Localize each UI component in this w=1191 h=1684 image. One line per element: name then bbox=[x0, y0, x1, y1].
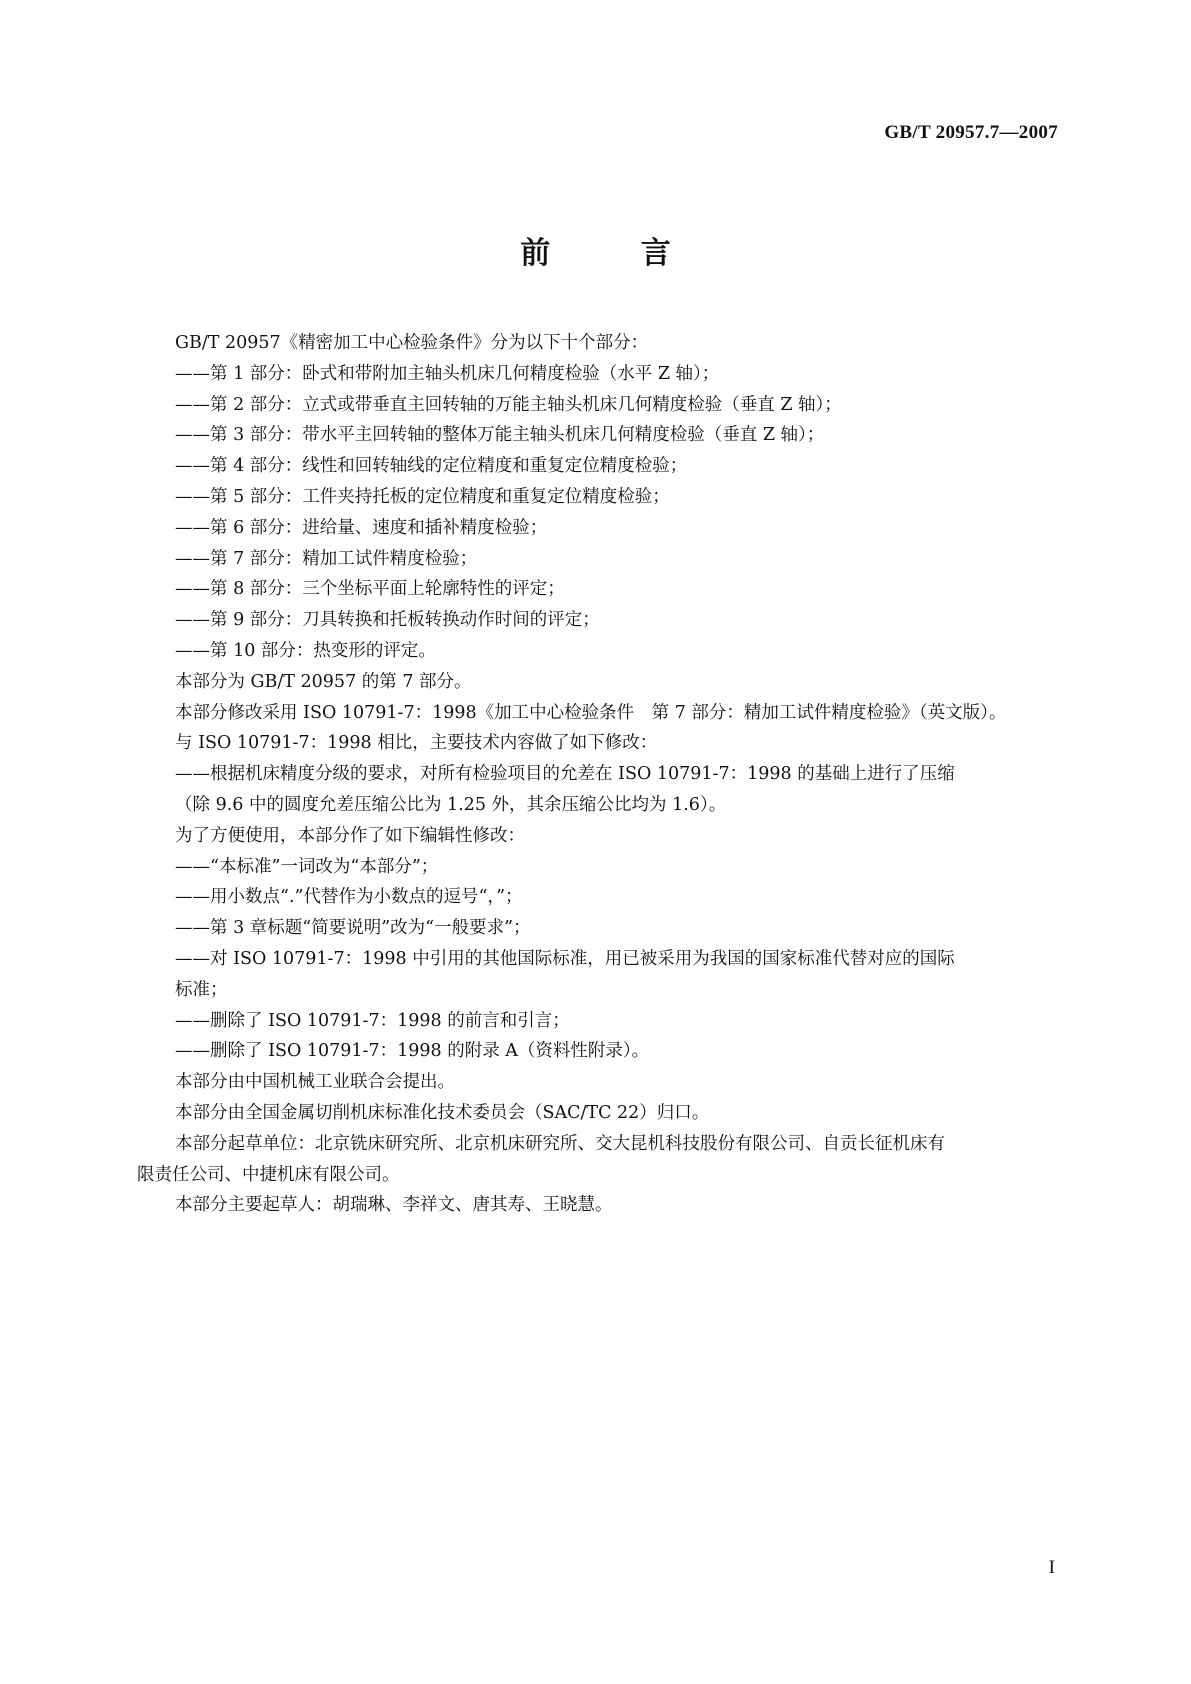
paragraph-drafting-units-cont: 限责任公司、中捷机床有限公司。 bbox=[137, 1164, 400, 1185]
list-item-part-1: ——第 1 部分：卧式和带附加主轴头机床几何精度检验（水平 Z 轴）； bbox=[175, 363, 720, 384]
list-item-part-8: ——第 8 部分：三个坐标平面上轮廓特性的评定； bbox=[175, 579, 565, 600]
list-item-part-5: ——第 5 部分：工件夹持托板的定位精度和重复定位精度检验； bbox=[175, 486, 670, 507]
list-item-editorial-4-cont: 标准； bbox=[175, 979, 228, 1000]
list-item-part-3: ——第 3 部分：带水平主回转轴的整体万能主轴头机床几何精度检验（垂直 Z 轴）； bbox=[175, 425, 825, 446]
paragraph-drafters: 本部分主要起草人：胡瑞琳、李祥文、唐其寿、王晓慧。 bbox=[175, 1195, 613, 1216]
paragraph-this-part: 本部分为 GB/T 20957 的第 7 部分。 bbox=[175, 671, 472, 692]
list-item-part-7: ——第 7 部分：精加工试件精度检验； bbox=[175, 548, 478, 569]
list-item-technical-change: ——根据机床精度分级的要求，对所有检验项目的允差在 ISO 10791-7：1998 的基础上进行了压缩 bbox=[175, 764, 955, 785]
list-item-part-2: ——第 2 部分：立式或带垂直主回转轴的万能主轴头机床几何精度检验（垂直 Z 轴）； bbox=[175, 394, 842, 415]
list-item-part-10: ——第 10 部分：热变形的评定。 bbox=[175, 640, 436, 661]
list-item-editorial-4: ——对 ISO 10791-7：1998 中引用的其他国际标准，用已被采用为我国的国家标准代替对应的国际 bbox=[175, 948, 955, 969]
paragraph-proposer: 本部分由中国机械工业联合会提出。 bbox=[175, 1072, 455, 1093]
page-number: I bbox=[1048, 1557, 1055, 1578]
paragraph-drafting-units: 本部分起草单位：北京铣床研究所、北京机床研究所、交大昆机科技股份有限公司、自贡长征机床有 bbox=[175, 1133, 945, 1154]
list-item-part-9: ——第 9 部分：刀具转换和托板转换动作时间的评定； bbox=[175, 610, 600, 631]
paragraph-technical-changes: 与 ISO 10791-7：1998 相比，主要技术内容做了如下修改： bbox=[175, 733, 658, 754]
list-item-technical-change-cont: （除 9.6 中的圆度允差压缩公比为 1.25 外，其余压缩公比均为 1.6）。 bbox=[175, 794, 727, 815]
paragraph-centralized: 本部分由全国金属切削机床标准化技术委员会（SAC/TC 22）归口。 bbox=[175, 1102, 710, 1123]
page-title: 前 言 bbox=[520, 236, 711, 271]
list-item-editorial-6: ——删除了 ISO 10791-7：1998 的附录 A（资料性附录）。 bbox=[175, 1041, 650, 1062]
list-item-editorial-1: ——“本标准”一词改为“本部分”； bbox=[175, 856, 439, 877]
list-item-editorial-3: ——第 3 章标题“简要说明”改为“一般要求”； bbox=[175, 918, 531, 939]
paragraph-adoption: 本部分修改采用 ISO 10791-7：1998《加工中心检验条件 第 7 部分：精加工试件精度检验》（英文版）。 bbox=[175, 702, 1007, 723]
list-item-part-6: ——第 6 部分：进给量、速度和插补精度检验； bbox=[175, 517, 548, 538]
paragraph-editorial-changes: 为了方便使用，本部分作了如下编辑性修改： bbox=[175, 825, 525, 846]
list-item-editorial-2: ——用小数点“.”代替作为小数点的逗号“，”； bbox=[175, 887, 523, 908]
standard-code: GB/T 20957.7—2007 bbox=[884, 122, 1058, 143]
paragraph-intro: GB/T 20957《精密加工中心检验条件》分为以下十个部分： bbox=[175, 333, 649, 353]
foreword-body bbox=[137, 328, 1057, 1221]
list-item-part-4: ——第 4 部分：线性和回转轴线的定位精度和重复定位精度检验； bbox=[175, 456, 688, 477]
list-item-editorial-5: ——删除了 ISO 10791-7：1998 的前言和引言； bbox=[175, 1010, 570, 1031]
